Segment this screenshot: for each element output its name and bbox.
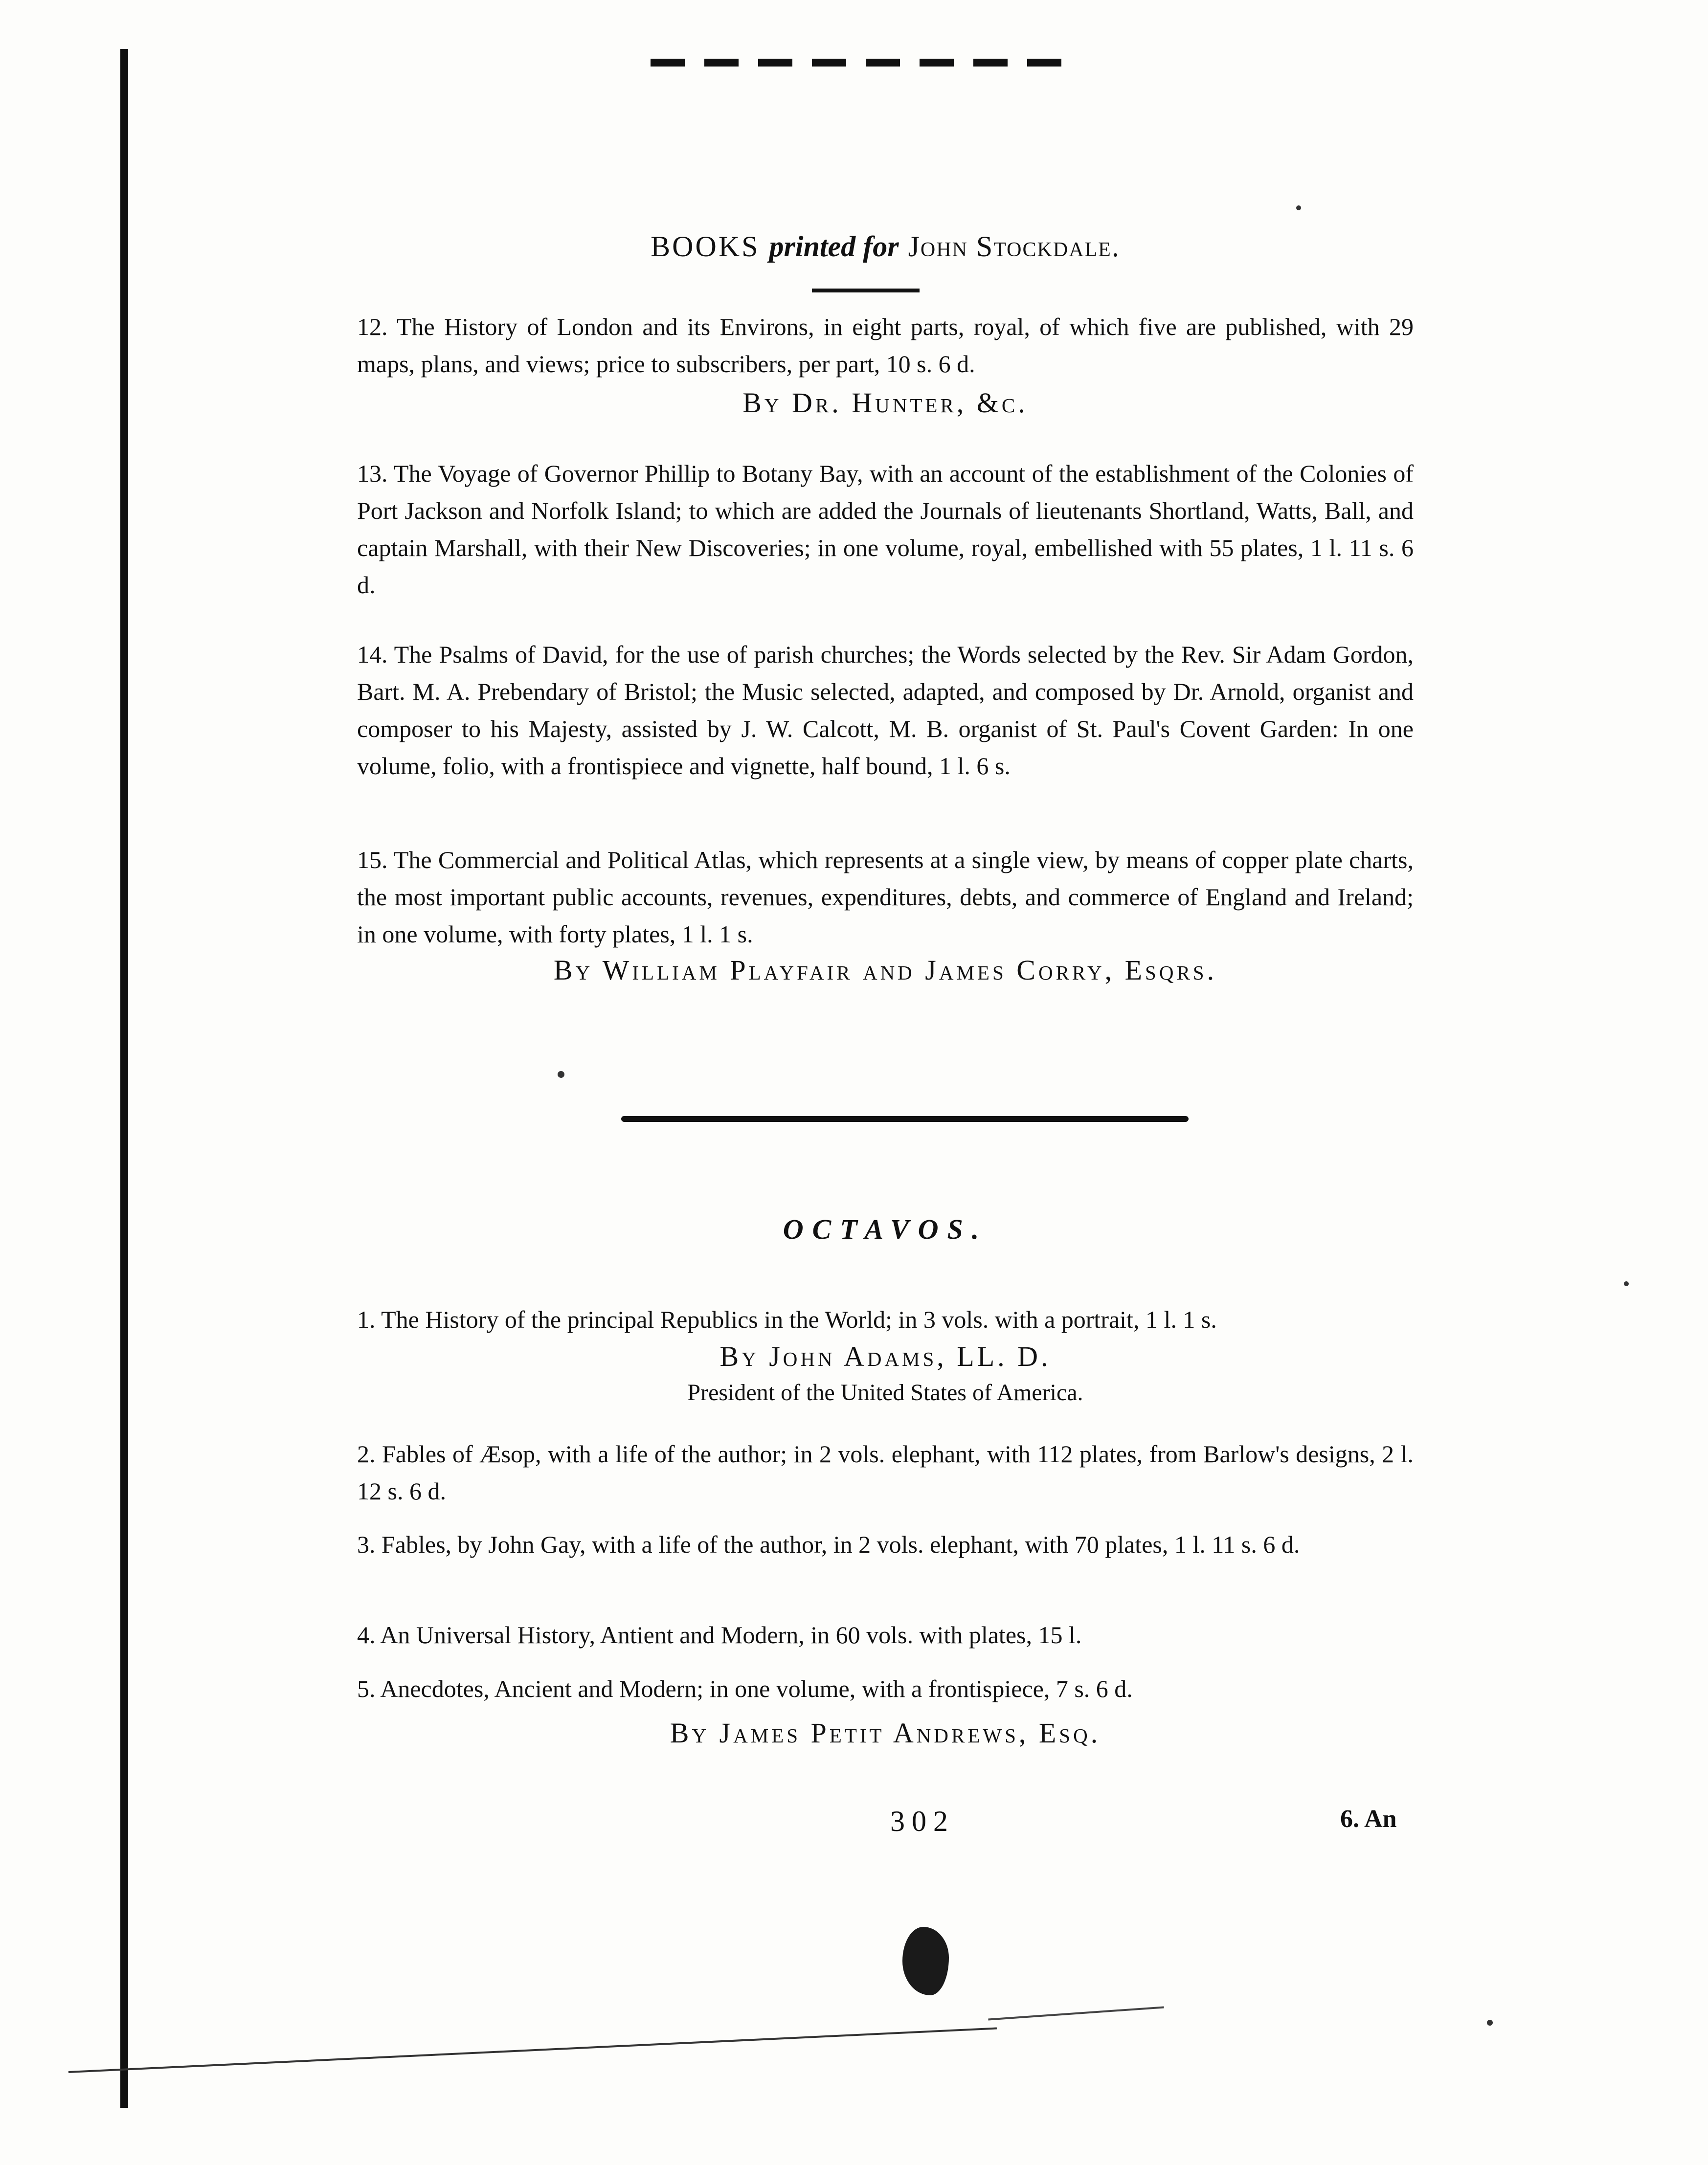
speck (558, 1071, 564, 1078)
speck (1296, 205, 1301, 210)
header-publisher: John Stockdale. (908, 230, 1120, 263)
byline-playfair: By William Playfair and James Corry, Esqrs. (553, 954, 1217, 986)
byline-andrews: By James Petit Andrews, Esq. (670, 1717, 1101, 1749)
list-item (357, 1616, 1414, 1653)
page-number: 302 (890, 1805, 955, 1837)
scan-diagonal-line (68, 2028, 997, 2073)
binding-edge-line (120, 49, 128, 2108)
entry-number: 3. (357, 1531, 376, 1558)
list-item (357, 1301, 1414, 1338)
section-title: OCTAVOS. (783, 1213, 988, 1245)
catchword: 6. An (1340, 1805, 1397, 1833)
entry-number: 4. (357, 1621, 376, 1649)
header-rule (812, 289, 920, 292)
list-item (357, 636, 1414, 784)
list-item (357, 841, 1414, 953)
entry-number: 15. (357, 846, 388, 873)
list-item (357, 1526, 1414, 1563)
entry-text: The History of the principal Republics in the World; in 3 vols. with a portrait, 1 l. 1 s. (381, 1306, 1217, 1333)
entry-number: 13. (357, 460, 388, 487)
entry-number: 1. (357, 1306, 376, 1333)
entry-text: An Universal History, Antient and Modern, in 60 vols. with plates, 15 l. (380, 1621, 1082, 1649)
list-item (357, 308, 1414, 382)
scan-dash-marks (651, 59, 1071, 67)
list-item (357, 1670, 1414, 1707)
header-printed-for: printed for (769, 230, 899, 263)
header-books: BOOKS (651, 230, 760, 263)
speck (1487, 2020, 1493, 2026)
entry-text: The History of London and its Environs, in eight parts, royal, of which five are published, with 29 maps, plans, and views; price to subscribers, per part, 10 s. 6 d. (357, 313, 1414, 378)
ink-blot (902, 1927, 949, 1995)
entry-text: Fables of Æsop, with a life of the author; in 2 vols. elephant, with 112 plates, from Barlow's designs, 2 l. 12 s. 6 d. (357, 1440, 1414, 1505)
entry-text: Anecdotes, Ancient and Modern; in one volume, with a frontispiece, 7 s. 6 d. (380, 1675, 1133, 1702)
list-item (357, 455, 1414, 603)
entry-number: 14. (357, 641, 388, 668)
byline-hunter: By Dr. Hunter, &c. (742, 387, 1028, 419)
entry-number: 12. (357, 313, 388, 340)
list-item (357, 1435, 1414, 1510)
entry-text: The Voyage of Governor Phillip to Botany Bay, with an account of the establishment of the Colonies of Port Jackson and Norfolk Island; to which are added the Journals of lieutenants Shortland, Watts, Ball, and captain Marshall, with their New Discoveries; in one volume, royal, embellished with 55 plates, 1 l. 11 s. 6 d. (357, 460, 1414, 599)
speck (1624, 1281, 1629, 1286)
byline-adams-title: President of the United States of America. (687, 1380, 1083, 1406)
section-divider (621, 1116, 1189, 1122)
entry-text: The Psalms of David, for the use of parish churches; the Words selected by the Rev. Sir Adam Gordon, Bart. M. A. Prebendary of Bristol; the Music selected, adapted, and composed by Dr. Arnold, organist and composer to his Majesty, assisted by J. W. Calcott, M. B. organist of St. Paul's Covent Garden: In one volume, folio, with a frontispiece and vignette, half bound, 1 l. 6 s. (357, 641, 1414, 780)
entry-number: 2. (357, 1440, 376, 1468)
page-header (357, 230, 1414, 264)
entry-text: Fables, by John Gay, with a life of the author, in 2 vols. elephant, with 70 plates, 1 l. 11 s. 6 d. (382, 1531, 1300, 1558)
scan-mark (988, 2006, 1164, 2020)
entry-number: 5. (357, 1675, 376, 1702)
byline-adams: By John Adams, LL. D. (719, 1340, 1051, 1372)
entry-text: The Commercial and Political Atlas, which represents at a single view, by means of copper plate charts, the most important public accounts, revenues, expenditures, debts, and commerce of England and Ireland; in one volume, with forty plates, 1 l. 1 s. (357, 846, 1414, 948)
